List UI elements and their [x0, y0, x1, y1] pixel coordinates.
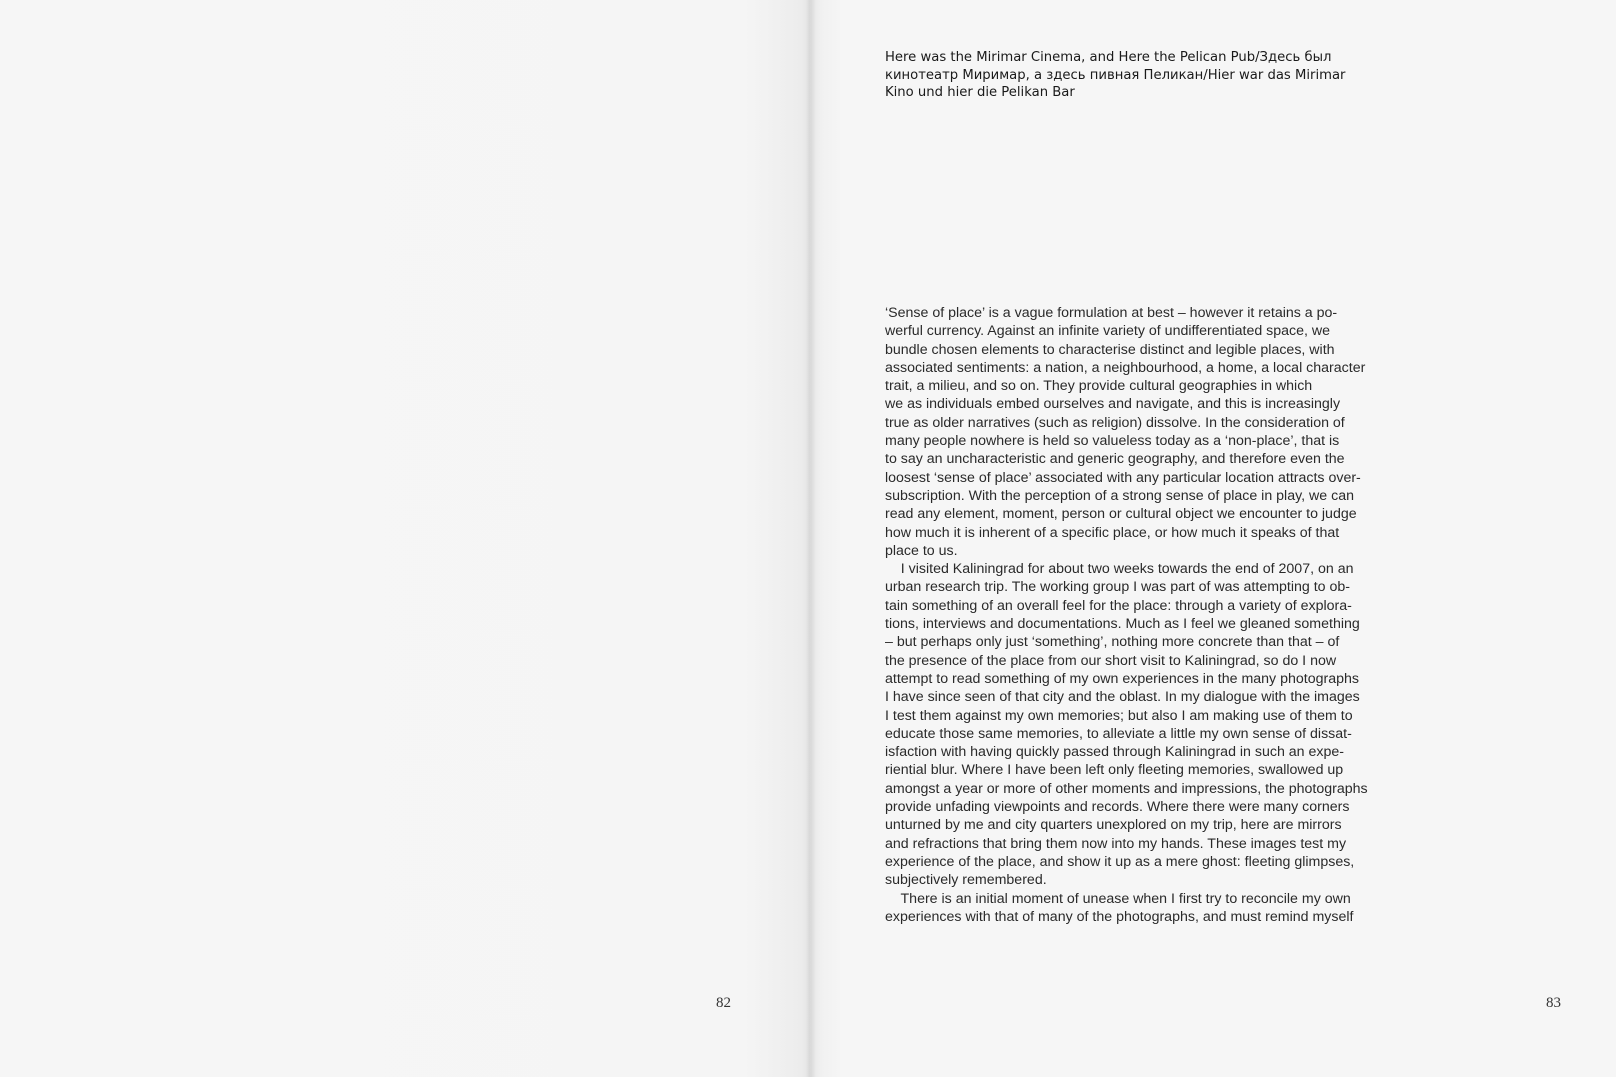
- paragraph-1: [885, 304, 1405, 560]
- text-line: loosest ‘sense of place’ associated with any particular location attracts over-: [885, 469, 1361, 486]
- text-line: urban research trip. The working group I was part of was attempting to ob-: [885, 579, 1351, 596]
- heading-line: кинотеатр Миримар, а здесь пивная Пеликан/Hier war das Mirimar: [885, 67, 1346, 83]
- gutter-shadow: [806, 0, 816, 1077]
- paragraph-2: [885, 560, 1405, 889]
- body-text: [885, 304, 1405, 926]
- text-line: – but perhaps only just ‘something’, nothing more concrete than that – of: [885, 634, 1340, 651]
- text-line: read any element, moment, person or cultural object we encounter to judge: [885, 506, 1357, 523]
- text-line: tain something of an overall feel for the place: through a variety of explora-: [885, 597, 1352, 614]
- text-line: werful currency. Against an infinite variety of undifferentiated space, we: [885, 323, 1331, 340]
- text-line: place to us.: [885, 542, 958, 559]
- text-line: isfaction with having quickly passed through Kaliningrad in such an expe-: [885, 744, 1345, 761]
- text-line: associated sentiments: a nation, a neighbourhood, a home, a local character: [885, 359, 1366, 376]
- text-line: ‘Sense of place’ is a vague formulation at best – however it retains a po-: [885, 305, 1338, 321]
- paragraph-3: [885, 890, 1405, 927]
- text-line: how much it is inherent of a specific place, or how much it speaks of that: [885, 524, 1340, 541]
- text-line: amongst a year or more of other moments and impressions, the photographs: [885, 780, 1368, 797]
- text-line: subjectively remembered.: [885, 872, 1047, 889]
- text-line: experience of the place, and show it up as a mere ghost: fleeting glimpses,: [885, 853, 1355, 870]
- text-line: the presence of the place from our short visit to Kaliningrad, so do I now: [885, 652, 1337, 669]
- text-line: There is an initial moment of unease when I first try to reconcile my own: [885, 890, 1351, 907]
- page-number-right: 83: [1546, 995, 1561, 1011]
- text-line: we as individuals embed ourselves and navigate, and this is increasingly: [885, 396, 1341, 413]
- text-line: bundle chosen elements to characterise distinct and legible places, with: [885, 341, 1335, 358]
- text-line: unturned by me and city quarters unexplored on my trip, here are mirrors: [885, 817, 1342, 834]
- text-line: I test them against my own memories; but also I am making use of them to: [885, 707, 1353, 724]
- text-line: I have since seen of that city and the oblast. In my dialogue with the images: [885, 689, 1360, 706]
- text-line: riential blur. Where I have been left only fleeting memories, swallowed up: [885, 762, 1344, 779]
- chapter-heading: [885, 49, 1375, 102]
- text-line: many people nowhere is held so valueless today as a ‘non-place’, that is: [885, 433, 1340, 450]
- text-line: trait, a milieu, and so on. They provide cultural geographies in which: [885, 378, 1313, 395]
- text-line: educate those same memories, to alleviate a little my own sense of dissat-: [885, 725, 1352, 742]
- heading-line: Here was the Mirimar Cinema, and Here the Pelican Pub/Здесь был: [885, 50, 1332, 65]
- text-line: tions, interviews and documentations. Much as I feel we gleaned something: [885, 616, 1360, 633]
- text-line: true as older narratives (such as religion) dissolve. In the consideration of: [885, 414, 1345, 431]
- page-number-left: 82: [716, 995, 731, 1011]
- text-line: provide unfading viewpoints and records. Where there were many corners: [885, 799, 1350, 816]
- text-line: to say an uncharacteristic and generic geography, and therefore even the: [885, 451, 1345, 468]
- text-line: I visited Kaliningrad for about two weeks towards the end of 2007, on an: [885, 561, 1354, 578]
- text-line: and refractions that bring them now into my hands. These images test my: [885, 835, 1347, 852]
- text-line: subscription. With the perception of a strong sense of place in play, we can: [885, 487, 1354, 504]
- heading-line: Kino und hier die Pelikan Bar: [885, 85, 1075, 100]
- text-line: attempt to read something of my own experiences in the many photographs: [885, 670, 1359, 687]
- text-line: experiences with that of many of the photographs, and must remind myself: [885, 908, 1354, 925]
